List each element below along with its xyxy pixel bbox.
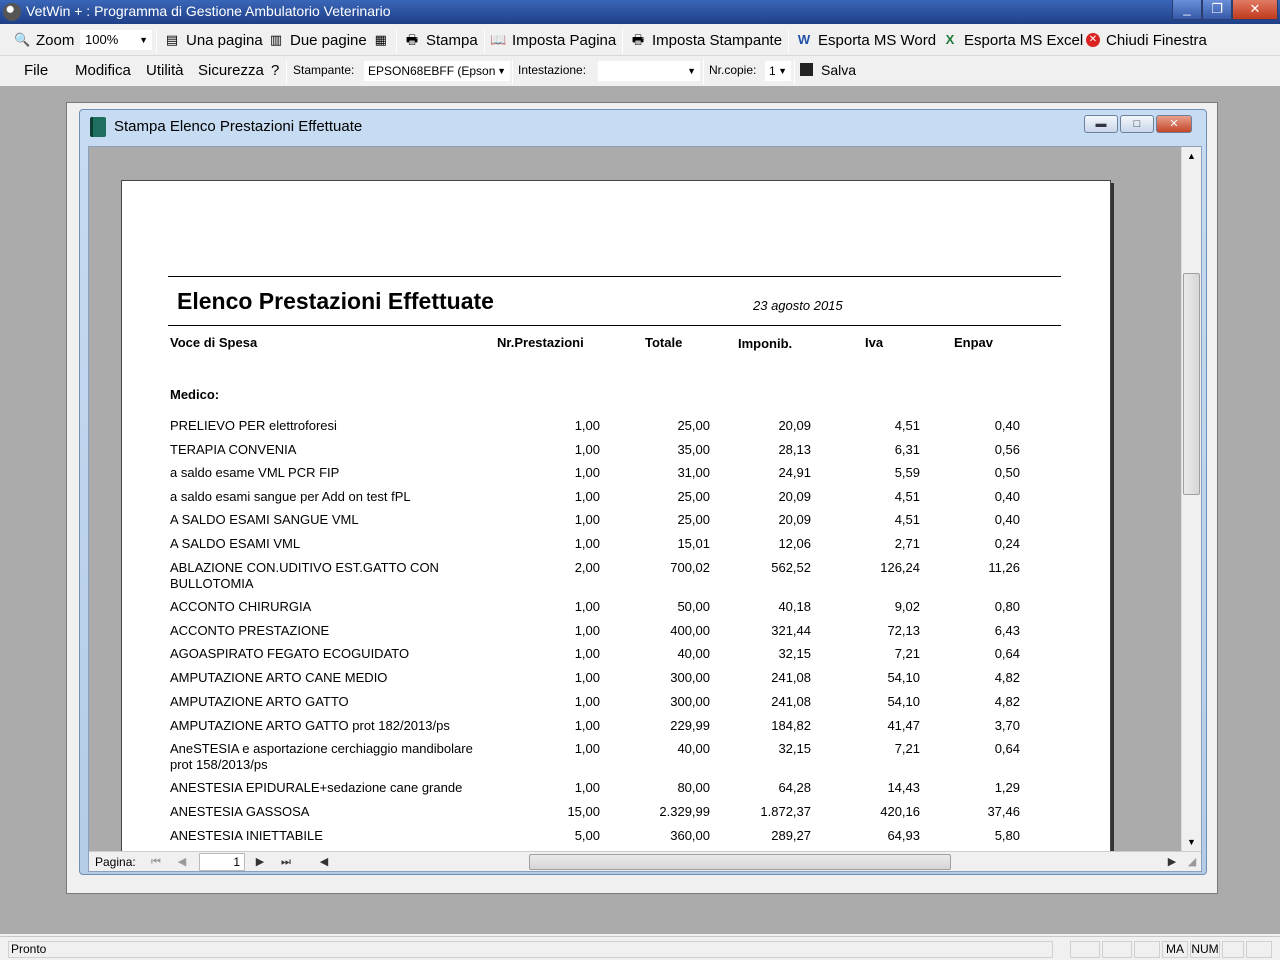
- status-panel: [1134, 941, 1160, 958]
- row-value-iva: 72,13: [887, 623, 920, 638]
- copies-value: 1: [769, 64, 776, 78]
- row-value-iva: 5,59: [894, 465, 920, 480]
- row-value-iva: 4,51: [894, 489, 920, 504]
- row-description: ACCONTO CHIRURGIA: [170, 599, 312, 614]
- status-text: Pronto: [8, 941, 1053, 958]
- two-pages-label: Due pagine: [290, 31, 367, 49]
- mdi-area: [0, 86, 1280, 934]
- magnifier-icon: 🔍: [14, 32, 31, 47]
- row-value-tot: 229,99: [670, 718, 710, 733]
- row-description: ANESTESIA INIETTABILE: [170, 828, 323, 843]
- row-value-enpav: 0,40: [994, 512, 1020, 527]
- report-preview-window: [79, 109, 1207, 875]
- status-panel: [1246, 941, 1272, 958]
- preview-toolbar: [0, 24, 1280, 56]
- printer-select[interactable]: [364, 61, 510, 81]
- scroll-up-icon[interactable]: ▲: [1182, 147, 1201, 165]
- zoom-select[interactable]: [80, 30, 152, 50]
- menu-help[interactable]: ?: [271, 62, 280, 79]
- header-rule: [168, 325, 1061, 326]
- row-value-iva: 420,16: [880, 804, 920, 819]
- row-value-tot: 40,00: [677, 741, 710, 756]
- row-value-tot: 2.329,99: [659, 804, 710, 819]
- status-bar: [0, 936, 1280, 960]
- row-value-imp: 20,09: [778, 512, 811, 527]
- num-indicator: NUM: [1191, 942, 1219, 956]
- header-label: Intestazione:: [518, 63, 587, 77]
- row-value-tot: 40,00: [677, 646, 710, 661]
- row-value-n: 1,00: [574, 694, 600, 709]
- menu-modifica[interactable]: Modifica: [75, 62, 131, 79]
- export-word-button[interactable]: [796, 28, 936, 52]
- row-value-imp: 32,15: [778, 741, 811, 756]
- row-value-imp: 40,18: [778, 599, 811, 614]
- row-value-enpav: 0,56: [994, 442, 1020, 457]
- row-value-tot: 25,00: [677, 512, 710, 527]
- separator: [156, 29, 157, 53]
- row-value-enpav: 0,24: [994, 536, 1020, 551]
- close-window-label: Chiudi Finestra: [1106, 31, 1207, 49]
- child-minimize-button[interactable]: ▬: [1084, 115, 1118, 133]
- single-page-icon: ▤: [165, 32, 179, 47]
- row-value-tot: 25,00: [677, 489, 710, 504]
- row-value-imp: 1.872,37: [760, 804, 811, 819]
- save-button[interactable]: [800, 62, 856, 78]
- row-value-imp: 20,09: [778, 418, 811, 433]
- row-value-iva: 9,02: [894, 599, 920, 614]
- row-value-tot: 35,00: [677, 442, 710, 457]
- row-value-enpav: 1,29: [994, 780, 1020, 795]
- page-setup-button[interactable]: [490, 28, 616, 52]
- col-header-voce: Voce di Spesa: [170, 335, 258, 350]
- two-pages-button[interactable]: [268, 28, 389, 52]
- separator: [622, 29, 623, 53]
- row-value-tot: 300,00: [670, 670, 710, 685]
- row-value-n: 5,00: [574, 828, 600, 843]
- printer-label: Stampante:: [293, 63, 355, 77]
- copies-label: Nr.copie:: [709, 63, 757, 77]
- row-value-n: 1,00: [574, 741, 600, 756]
- window-title: VetWin + : Programma di Gestione Ambulatorio Veterinario: [26, 3, 391, 19]
- row-value-tot: 15,01: [677, 536, 710, 551]
- next-page-icon[interactable]: ▶: [255, 856, 265, 868]
- section-medico: Medico:: [170, 387, 220, 402]
- row-value-enpav: 0,40: [994, 418, 1020, 433]
- resize-grip-icon[interactable]: ◢: [1187, 856, 1197, 868]
- row-value-imp: 28,13: [778, 442, 811, 457]
- last-page-icon[interactable]: ⏭: [281, 856, 291, 868]
- row-description: AMPUTAZIONE ARTO GATTO: [170, 694, 349, 709]
- zoom-value: 100%: [85, 32, 119, 47]
- page-label: Pagina:: [95, 855, 136, 869]
- row-value-tot: 80,00: [677, 780, 710, 795]
- prev-page-icon[interactable]: ◀: [177, 856, 187, 868]
- double-page-icon: ▥: [269, 32, 283, 47]
- horizontal-scroll-thumb[interactable]: [529, 854, 951, 870]
- zoom-label: Zoom: [36, 31, 75, 49]
- preview-viewport: [88, 146, 1202, 872]
- menu-sicurezza[interactable]: Sicurezza: [198, 62, 264, 79]
- scroll-down-icon[interactable]: ▼: [1182, 833, 1201, 851]
- export-excel-label: Esporta MS Excel: [964, 31, 1084, 49]
- printer-setup-icon: 🖶: [631, 32, 645, 47]
- print-label: Stampa: [426, 31, 478, 49]
- row-value-iva: 4,51: [894, 512, 920, 527]
- printer-icon: 🖶: [405, 32, 419, 47]
- col-header-nr: Nr.Prestazioni: [497, 335, 584, 350]
- row-value-tot: 360,00: [670, 828, 710, 843]
- row-value-imp: 321,44: [771, 623, 811, 638]
- status-panel: [1070, 941, 1100, 958]
- page-setup-label: Imposta Pagina: [512, 31, 617, 49]
- row-value-imp: 12,06: [778, 536, 811, 551]
- row-description: a saldo esame VML PCR FIP: [170, 465, 340, 480]
- row-value-n: 1,00: [574, 599, 600, 614]
- row-value-n: 1,00: [574, 489, 600, 504]
- word-icon: W: [797, 32, 811, 47]
- printer-setup-button[interactable]: [630, 28, 782, 52]
- row-description: ANESTESIA GASSOSA: [170, 804, 310, 819]
- multi-page-icon: ▦: [374, 32, 387, 47]
- col-header-totale: Totale: [645, 335, 683, 350]
- row-value-iva: 7,21: [894, 741, 920, 756]
- separator: [484, 29, 485, 53]
- printer-setup-label: Imposta Stampante: [652, 31, 783, 49]
- book-icon: 📖: [490, 32, 507, 47]
- close-circle-icon: ✕: [1086, 33, 1100, 47]
- row-value-iva: 4,51: [894, 418, 920, 433]
- row-value-enpav: 4,82: [994, 670, 1020, 685]
- report-date: 23 agosto 2015: [753, 298, 843, 313]
- one-page-label: Una pagina: [186, 31, 263, 49]
- top-rule: [168, 276, 1061, 277]
- row-value-iva: 54,10: [887, 670, 920, 685]
- report-title: Elenco Prestazioni Effettuate: [177, 288, 494, 314]
- child-window-controls: [1084, 115, 1192, 133]
- row-value-n: 1,00: [574, 536, 600, 551]
- row-value-enpav: 0,64: [994, 741, 1020, 756]
- chevron-down-icon: ▼: [778, 66, 787, 76]
- separator: [788, 29, 789, 53]
- one-page-button[interactable]: [164, 28, 263, 52]
- row-description: AneSTESIA e asportazione cerchiaggio mandibolare prot 158/2013/ps: [170, 741, 473, 772]
- row-value-tot: 25,00: [677, 418, 710, 433]
- row-value-enpav: 3,70: [994, 718, 1020, 733]
- app-icon: [3, 3, 21, 21]
- row-value-enpav: 6,43: [994, 623, 1020, 638]
- row-value-enpav: 11,26: [988, 560, 1020, 575]
- row-value-iva: 64,93: [887, 828, 920, 843]
- row-value-tot: 31,00: [677, 465, 710, 480]
- vertical-scroll-thumb[interactable]: [1183, 273, 1200, 495]
- row-value-n: 1,00: [574, 623, 600, 638]
- menu-toolbar: [0, 56, 1280, 86]
- row-value-iva: 7,21: [894, 646, 920, 661]
- row-value-imp: 562,52: [771, 560, 811, 575]
- caps-indicator: MA: [1162, 941, 1188, 958]
- row-value-n: 1,00: [574, 780, 600, 795]
- row-value-enpav: 0,40: [994, 489, 1020, 504]
- page-navigation-bar: [89, 851, 1201, 871]
- row-value-iva: 54,10: [887, 694, 920, 709]
- floppy-icon: [800, 63, 813, 76]
- row-value-imp: 184,82: [771, 718, 811, 733]
- row-value-imp: 24,91: [778, 465, 811, 480]
- chevron-down-icon: ▼: [139, 35, 148, 45]
- row-description: A SALDO ESAMI VML: [170, 536, 301, 551]
- row-value-enpav: 4,82: [994, 694, 1020, 709]
- row-value-imp: 32,15: [778, 646, 811, 661]
- preview-canvas: [89, 147, 1183, 851]
- row-value-iva: 41,47: [887, 718, 920, 733]
- row-value-enpav: 0,64: [994, 646, 1020, 661]
- menu-utilita[interactable]: Utilità: [146, 62, 184, 79]
- child-maximize-button[interactable]: □: [1120, 115, 1154, 133]
- col-header-imponib: Imponib.: [738, 336, 793, 351]
- separator: [512, 60, 513, 84]
- status-panel: [1102, 941, 1132, 958]
- row-value-n: 1,00: [574, 418, 600, 433]
- row-description: AMPUTAZIONE ARTO GATTO prot 182/2013/ps: [170, 718, 450, 733]
- row-value-tot: 400,00: [670, 623, 710, 638]
- printer-value: EPSON68EBFF (Epson: [368, 64, 496, 78]
- first-page-icon[interactable]: ⏮: [151, 856, 161, 868]
- row-value-iva: 14,43: [887, 780, 920, 795]
- row-value-tot: 50,00: [677, 599, 710, 614]
- row-value-n: 1,00: [574, 512, 600, 527]
- row-value-imp: 241,08: [771, 670, 811, 685]
- zoom-button[interactable]: [14, 28, 74, 52]
- scroll-right-icon[interactable]: ▶: [1167, 856, 1177, 868]
- close-window-button[interactable]: [1086, 28, 1207, 52]
- row-value-iva: 6,31: [894, 442, 920, 457]
- row-value-n: 15,00: [567, 804, 600, 819]
- separator: [286, 60, 287, 84]
- row-value-imp: 64,28: [778, 780, 811, 795]
- row-value-iva: 2,71: [894, 536, 920, 551]
- row-description: AGOASPIRATO FEGATO ECOGUIDATO: [170, 646, 410, 661]
- chevron-down-icon: ▼: [497, 66, 506, 76]
- minimize-button[interactable]: _: [1172, 0, 1202, 20]
- row-value-n: 1,00: [574, 442, 600, 457]
- window-controls: [1172, 0, 1278, 21]
- export-word-label: Esporta MS Word: [818, 31, 937, 49]
- row-value-n: 1,00: [574, 646, 600, 661]
- export-excel-button[interactable]: [942, 28, 1083, 52]
- col-header-iva: Iva: [865, 335, 884, 350]
- separator: [794, 60, 795, 84]
- close-button[interactable]: ✕: [1232, 0, 1278, 20]
- col-header-enpav: Enpav: [954, 335, 994, 350]
- menu-file[interactable]: File: [24, 62, 49, 79]
- row-value-n: 1,00: [574, 718, 600, 733]
- row-value-n: 2,00: [574, 560, 600, 575]
- row-value-imp: 289,27: [771, 828, 811, 843]
- row-value-enpav: 0,50: [994, 465, 1020, 480]
- separator: [396, 29, 397, 53]
- report-page: [121, 180, 1111, 851]
- scroll-left-icon[interactable]: ◀: [319, 856, 329, 868]
- notebook-icon: [90, 117, 106, 137]
- save-label: Salva: [821, 62, 857, 78]
- excel-icon: X: [945, 32, 955, 47]
- row-description: ACCONTO PRESTAZIONE: [170, 623, 330, 638]
- row-description: A SALDO ESAMI SANGUE VML: [170, 512, 359, 527]
- row-value-iva: 126,24: [880, 560, 920, 575]
- chevron-down-icon: ▼: [687, 66, 696, 76]
- header-select[interactable]: [598, 61, 700, 81]
- row-description: ABLAZIONE CON.UDITIVO EST.GATTO CON BULLOTOMIA: [170, 560, 439, 591]
- row-value-tot: 300,00: [670, 694, 710, 709]
- row-value-imp: 241,08: [771, 694, 811, 709]
- restore-button[interactable]: ❐: [1202, 0, 1232, 20]
- child-close-button[interactable]: ✕: [1156, 115, 1192, 133]
- row-value-enpav: 0,80: [994, 599, 1020, 614]
- title-bar: [0, 0, 1280, 24]
- row-description: AMPUTAZIONE ARTO CANE MEDIO: [170, 670, 388, 685]
- row-value-n: 1,00: [574, 670, 600, 685]
- row-description: TERAPIA CONVENIA: [170, 442, 297, 457]
- row-description: a saldo esami sangue per Add on test fPL: [170, 489, 411, 504]
- row-value-tot: 700,02: [670, 560, 710, 575]
- row-value-imp: 20,09: [778, 489, 811, 504]
- separator: [703, 60, 704, 84]
- vertical-scrollbar[interactable]: [1181, 147, 1201, 851]
- row-value-enpav: 37,46: [987, 804, 1020, 819]
- row-description: PRELIEVO PER elettroforesi: [170, 418, 337, 433]
- row-value-n: 1,00: [574, 465, 600, 480]
- report-window-title: Stampa Elenco Prestazioni Effettuate: [114, 118, 363, 135]
- copies-select[interactable]: [765, 61, 791, 81]
- print-button[interactable]: [404, 28, 478, 52]
- status-panel: [1222, 941, 1244, 958]
- row-description: ANESTESIA EPIDURALE+sedazione cane grande: [170, 780, 463, 795]
- page-number-input[interactable]: 1: [199, 853, 245, 871]
- row-value-enpav: 5,80: [994, 828, 1020, 843]
- mdi-frame: [66, 102, 1218, 894]
